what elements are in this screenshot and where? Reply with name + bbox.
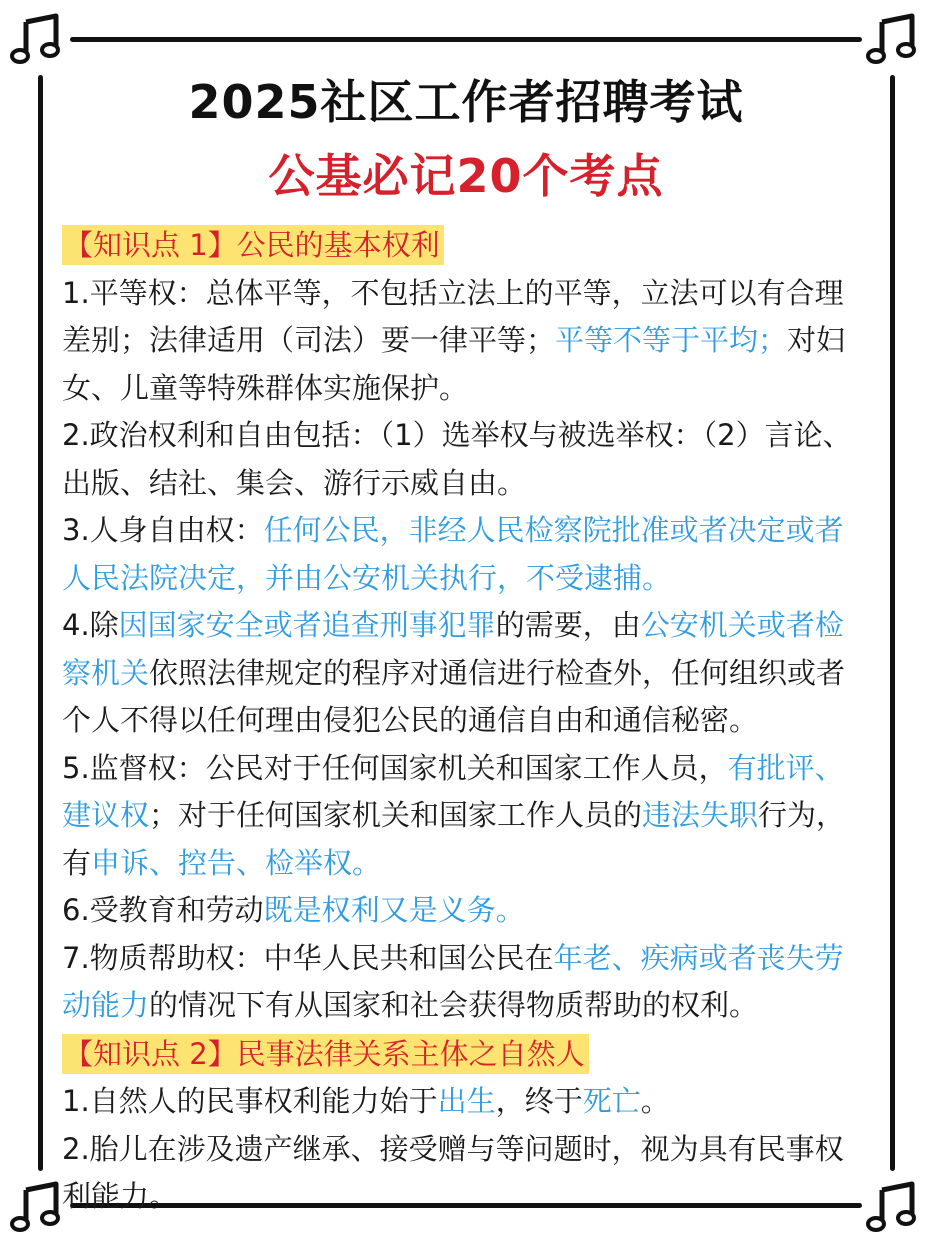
highlight-span: 死亡 xyxy=(582,1084,641,1118)
text-span: 7.物质帮助权：中华人民共和国公民在 xyxy=(62,940,554,975)
text-span: 5.监督权：公民对于任何国家机关和国家工作人员， xyxy=(62,750,728,785)
text-span: ，终于 xyxy=(495,1084,583,1118)
list-item xyxy=(62,412,872,507)
highlight-span: 有批评、建议权 xyxy=(62,750,844,832)
highlight-span: 出生 xyxy=(437,1084,496,1118)
text-span: 4.除 xyxy=(62,608,119,642)
section-heading-wrap xyxy=(62,1030,872,1079)
text-span: 。 xyxy=(640,1084,670,1118)
list-item xyxy=(62,935,872,1030)
text-span: 1.自然人的民事权利能力始于 xyxy=(62,1084,438,1118)
highlight-span: 申诉、控告、检举权。 xyxy=(91,845,382,880)
music-note-icon xyxy=(866,1180,920,1234)
page-subtitle: 公基必记20个考点 xyxy=(268,149,664,203)
page-title: 2025社区工作者招聘考试 xyxy=(188,75,744,129)
text-span: 行为，有 xyxy=(62,798,846,880)
list-item xyxy=(62,602,872,745)
music-note-icon xyxy=(866,12,920,66)
section-heading-wrap xyxy=(62,221,872,270)
frame-left-line xyxy=(38,75,43,1171)
highlight-span: 既是权利又是义务。 xyxy=(263,893,525,927)
highlight-span: 年老、疾病或者丧失劳动能力 xyxy=(62,940,844,1022)
music-note-icon xyxy=(10,1180,64,1234)
list-item xyxy=(62,745,872,888)
text-span: 1.平等权：总体平等，不包括立法上的平等，立法可以有合理差别；法律适用（司法）要一律平等； xyxy=(62,275,844,357)
text-span: 6.受教育和劳动 xyxy=(62,893,264,927)
section xyxy=(62,221,872,1030)
text-span: 的情况下有从国家和社会获得物质帮助的权利。 xyxy=(149,988,759,1022)
list-item xyxy=(62,507,872,602)
text-span: 2.政治权利和自由包括：（1）选举权与被选举权：（2）言论、出版、结社、集会、游行示威自由。 xyxy=(62,418,852,500)
text-span: ；对于任何国家机关和国家工作人员的 xyxy=(149,798,643,832)
text-span: 依照法律规定的程序对通信进行检查外，任何组织或者个人不得以任何理由侵犯公民的通信自由和通信秘密。 xyxy=(62,655,846,737)
content-body xyxy=(62,221,872,1221)
frame-right-line xyxy=(890,75,895,1171)
text-span: 3.人身自由权： xyxy=(62,513,264,547)
text-span: 对妇女、儿童等特殊群体实施保护。 xyxy=(62,323,846,405)
highlight-span: 因国家安全或者追查刑事犯罪 xyxy=(118,608,496,642)
highlight-span: 任何公民，非经人民检察院批准或者决定或者人民法院决定，并由公安机关执行，不受逮捕。 xyxy=(62,513,844,595)
frame-top-line xyxy=(70,37,862,42)
music-note-icon xyxy=(10,12,64,66)
list-item xyxy=(62,270,872,413)
text-span: 的需要，由 xyxy=(495,608,641,642)
section-heading: 【知识点 2】民事法律关系主体之自然人 xyxy=(62,1034,589,1074)
highlight-span: 平等不等于平均； xyxy=(555,323,788,357)
list-item xyxy=(62,1078,872,1126)
text-span: 2.胎儿在涉及遗产继承、接受赠与等问题时，视为具有民事权利能力。 xyxy=(62,1131,844,1213)
list-item xyxy=(62,1126,872,1221)
list-item xyxy=(62,887,872,935)
highlight-span: 违法失职 xyxy=(642,798,759,832)
highlight-span: 公安机关或者检察机关 xyxy=(62,608,844,690)
section xyxy=(62,1030,872,1221)
section-heading: 【知识点 1】公民的基本权利 xyxy=(62,225,444,265)
